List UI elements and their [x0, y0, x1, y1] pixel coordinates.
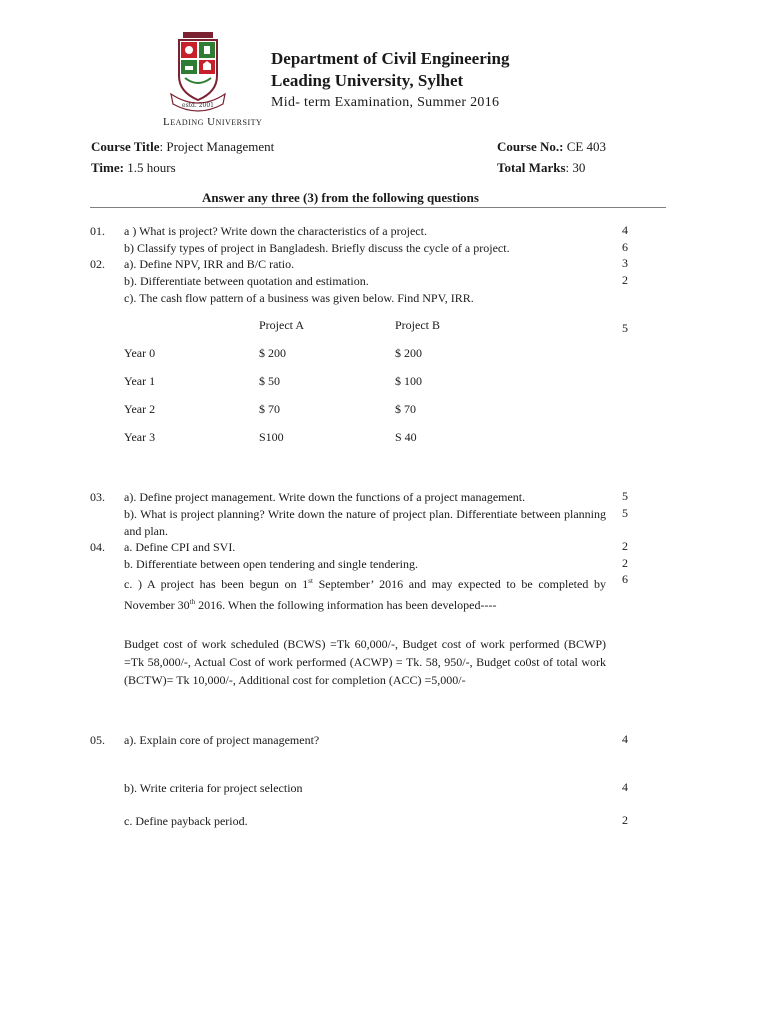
table-cell: Year 1 — [124, 374, 156, 388]
course-no-line — [497, 139, 606, 155]
question-text: a). Explain core of project management? — [124, 733, 320, 747]
table-cell: S 40 — [395, 430, 417, 444]
question-mark: 5 — [622, 489, 628, 503]
course-no-value: CE 403 — [563, 139, 607, 154]
exam-title: Mid- term Examination, Summer 2016 — [271, 95, 500, 110]
question-text: b). What is project planning? Write down the nature of project plan. Differentiate between planning and plan. — [124, 507, 606, 538]
question-text: c. Define payback period. — [124, 814, 248, 828]
question-mark: 3 — [622, 256, 628, 270]
logo-motto: estd. 2001 — [182, 102, 214, 109]
question-mark: 4 — [622, 732, 628, 746]
ordinal-suffix: th — [189, 598, 196, 606]
table-cell: $ 50 — [259, 374, 280, 388]
table-cell: Year 2 — [124, 402, 156, 416]
table-cell: $ 200 — [395, 346, 422, 360]
table-cell: $ 70 — [259, 402, 280, 416]
table-header: Project A — [259, 318, 304, 332]
question-text: c). The cash flow pattern of a business was given below. Find NPV, IRR. — [124, 291, 474, 305]
divider — [90, 207, 666, 208]
table-cell: Year 3 — [124, 430, 156, 444]
question-text: a). Define project management. Write down the functions of a project management. — [124, 490, 526, 504]
crest-icon — [163, 30, 233, 112]
question-mark: 4 — [622, 223, 628, 237]
course-no-label: Course No.: — [497, 139, 564, 154]
question-text-part: September’ 2016 and may expected to be completed by November 30 — [124, 577, 606, 612]
question-text: b). Differentiate between quotation and estimation. — [124, 274, 369, 288]
question-mark: 4 — [622, 780, 628, 794]
question-number: 05. — [90, 733, 105, 747]
instruction: Answer any three (3) from the following questions — [202, 190, 479, 205]
total-marks-line — [497, 160, 585, 176]
table-cell: S100 — [259, 430, 284, 444]
question-text: b) Classify types of project in Bangladesh. Briefly discuss the cycle of a project. — [124, 241, 510, 255]
question-mark: 2 — [622, 273, 628, 287]
time-line — [91, 160, 176, 176]
question-text: a. Define CPI and SVI. — [124, 540, 236, 554]
question-text-part: 2016. When the following information has been developed---- — [195, 598, 497, 612]
course-title-label: Course Title — [91, 139, 160, 154]
question-text: b). Write criteria for project selection — [124, 781, 303, 795]
course-title-value: : Project Management — [159, 139, 275, 154]
logo-caption: Leading University — [163, 116, 263, 128]
question-mark: 5 — [622, 321, 628, 335]
question-mark: 2 — [622, 539, 628, 553]
question-mark: 2 — [622, 556, 628, 570]
question-mark: 5 — [622, 506, 628, 520]
total-marks-label: Total Marks — [497, 160, 566, 175]
question-mark: 6 — [622, 240, 628, 254]
question-number: 01. — [90, 224, 105, 238]
question-text: a ) What is project? Write down the characteristics of a project. — [124, 224, 427, 238]
question-number: 04. — [90, 540, 105, 554]
question-number: 03. — [90, 490, 105, 504]
question-mark: 6 — [622, 572, 628, 586]
time-value: 1.5 hours — [123, 160, 176, 175]
question-text: a). Define NPV, IRR and B/C ratio. — [124, 257, 295, 271]
total-marks-value: : 30 — [565, 160, 586, 175]
table-cell: $ 70 — [395, 402, 416, 416]
university-title: Leading University, Sylhet — [271, 71, 464, 90]
question-number: 02. — [90, 257, 105, 271]
table-cell: Year 0 — [124, 346, 156, 360]
table-cell: $ 200 — [259, 346, 286, 360]
table-cell: $ 100 — [395, 374, 422, 388]
university-logo — [163, 30, 233, 120]
course-title-line — [91, 139, 274, 155]
time-label: Time: — [91, 160, 124, 175]
question-mark: 2 — [622, 813, 628, 827]
ordinal-suffix: st — [308, 577, 313, 585]
table-header: Project B — [395, 318, 440, 332]
question-text — [124, 572, 606, 614]
department-title: Department of Civil Engineering — [271, 49, 510, 68]
question-text-part: c. ) A project has been begun on 1 — [124, 577, 309, 591]
question-data: Budget cost of work scheduled (BCWS) =Tk 60,000/-, Budget cost of work performed (BCWP) =Tk 58,000/-, Actual Cost of work performed (ACWP) = Tk. 58, 950/-, Budget co0st of total work (BCTW)= Tk 10,000/-, Additional cost for completion (ACC) =5,000/- — [124, 637, 606, 687]
question-text: b. Differentiate between open tendering and single tendering. — [124, 557, 419, 571]
